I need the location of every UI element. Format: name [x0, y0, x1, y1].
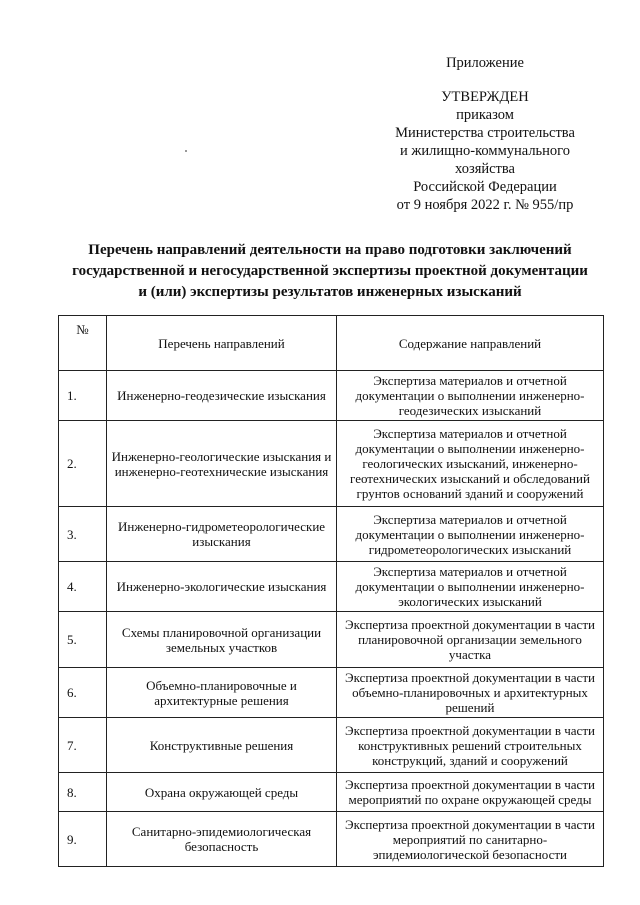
approval-line: от 9 ноября 2022 г. № 955/пр: [396, 197, 574, 213]
header-content: Содержание направлений: [337, 316, 604, 371]
row-direction: Конструктивные решения: [107, 718, 337, 773]
row-direction: Инженерно-гидрометеорологические изыскания: [107, 507, 337, 562]
row-direction: Инженерно-экологические изыскания: [107, 562, 337, 612]
row-content: Экспертиза материалов и отчетной документации о выполнении инженерно-гидрометеорологических изысканий: [337, 507, 604, 562]
title-line: и (или) экспертизы результатов инженерных изысканий: [138, 284, 522, 300]
row-content: Экспертиза материалов и отчетной документации о выполнении инженерно-геологических изысканий, инженерно-геотехнических изысканий и обследований грунтов оснований зданий и сооружений: [337, 421, 604, 507]
approved-label: УТВЕРЖДЕН: [441, 89, 529, 105]
table-row: [59, 718, 604, 773]
row-content: Экспертиза проектной документации в части мероприятий по охране окружающей среды: [337, 773, 604, 812]
row-number: 8.: [59, 773, 107, 812]
table-header-row: [59, 316, 604, 371]
row-direction: Инженерно-геодезические изыскания: [107, 371, 337, 421]
approval-line: хозяйства: [455, 161, 515, 177]
directions-table: [58, 315, 604, 867]
row-number: 2.: [59, 421, 107, 507]
document-title: [50, 240, 610, 303]
table-row: [59, 507, 604, 562]
row-direction: Инженерно-геологические изыскания и инженерно-геотехнические изыскания: [107, 421, 337, 507]
scan-speck: [185, 150, 187, 152]
row-number: 9.: [59, 812, 107, 867]
approval-line: Российской Федерации: [413, 179, 557, 195]
row-direction: Санитарно-эпидемиологическая безопасность: [107, 812, 337, 867]
header-directions: Перечень направлений: [107, 316, 337, 371]
row-number: 3.: [59, 507, 107, 562]
row-content: Экспертиза проектной документации в части объемно-планировочных и архитектурных решений: [337, 668, 604, 718]
row-number: 6.: [59, 668, 107, 718]
table-row: [59, 421, 604, 507]
table-row: [59, 562, 604, 612]
table-row: [59, 773, 604, 812]
approval-line: Министерства строительства: [395, 125, 575, 141]
row-content: Экспертиза материалов и отчетной документации о выполнении инженерно-геодезических изысканий: [337, 371, 604, 421]
row-content: Экспертиза проектной документации в части мероприятий по санитарно-эпидемиологической безопасности: [337, 812, 604, 867]
row-content: Экспертиза проектной документации в части планировочной организации земельного участка: [337, 612, 604, 668]
title-line: государственной и негосударственной экспертизы проектной документации: [72, 263, 588, 279]
row-direction: Объемно-планировочные и архитектурные решения: [107, 668, 337, 718]
row-direction: Схемы планировочной организации земельных участков: [107, 612, 337, 668]
row-content: Экспертиза проектной документации в части конструктивных решений строительных конструкций, зданий и сооружений: [337, 718, 604, 773]
row-direction: Охрана окружающей среды: [107, 773, 337, 812]
approval-line: и жилищно-коммунального: [399, 143, 571, 159]
row-number: 1.: [59, 371, 107, 421]
row-number: 4.: [59, 562, 107, 612]
row-number: 5.: [59, 612, 107, 668]
approval-stamp: [380, 54, 590, 214]
table-row: [59, 812, 604, 867]
table-row: [59, 668, 604, 718]
table-row: [59, 612, 604, 668]
approval-line: приказом: [456, 107, 514, 123]
row-number: 7.: [59, 718, 107, 773]
header-number: №: [59, 316, 107, 371]
table-row: [59, 371, 604, 421]
appendix-label: Приложение: [446, 55, 524, 71]
title-line: Перечень направлений деятельности на право подготовки заключений: [88, 242, 572, 258]
row-content: Экспертиза материалов и отчетной документации о выполнении инженерно-экологических изысканий: [337, 562, 604, 612]
